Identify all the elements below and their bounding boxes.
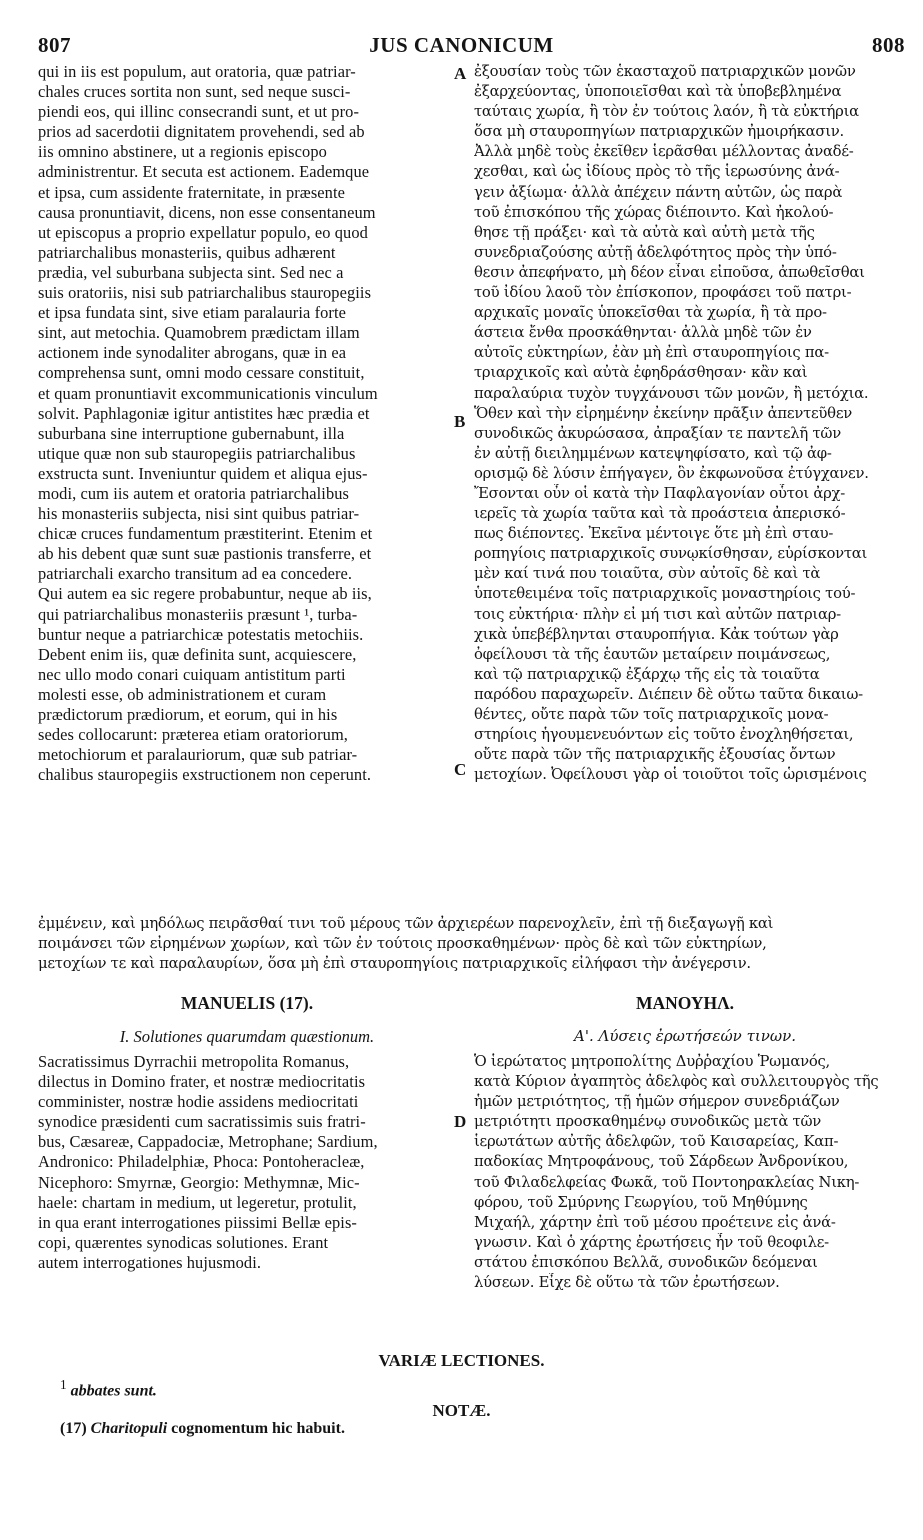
text-line: χικὰ ὑπεβέβληνται σταυροπήγια. Κἀκ τούτων γὰρ bbox=[474, 625, 839, 643]
text-line: Μιχαήλ, χάρτην ἐπὶ τοῦ μέσου προέτεινε εἰς ἀνά- bbox=[474, 1213, 836, 1231]
text-line: ορισμῷ δὲ λύσιν ἐπήγαγεν, ὃν ἐκφωνοῦσα ἐτύγχανεν. bbox=[474, 464, 869, 482]
text-line: chales cruces sortita non sunt, sed neque susci- bbox=[38, 82, 351, 102]
text-line: τοῦ ἐπισκόπου τῆς χώρας διέποιντο. Καὶ ἠκολού- bbox=[474, 203, 834, 221]
running-title: JUS CANONICUM bbox=[369, 33, 554, 57]
text-line: γειν ἀξίωμα· ἀλλὰ ἀπέχειν πάντη αὐτῶν, ὡς παρὰ bbox=[474, 183, 843, 201]
text-line: in qua erant interrogationes piissimi Bellæ epis- bbox=[38, 1212, 357, 1232]
text-line: qui patriarchalibus monasteriis præsunt ¹, turba- bbox=[38, 604, 358, 624]
text-line: utique quæ non sub stauropegiis patriarchalibus bbox=[38, 443, 356, 463]
text-line: prædictorum prædiorum, et eorum, qui in his bbox=[38, 705, 338, 724]
text-line: ἐμμένειν, καὶ μηδόλως πειρᾶσθαί τινι τοῦ μέρους τῶν ἀρχιερέων παρενοχλεῖν, ἐπὶ τῇ διεξαγωγῇ καὶ bbox=[38, 915, 774, 932]
text-line: Ἀλλὰ μηδὲ τοὺς ἐκεῖθεν ἱερᾶσθαι μέλλοντας ἀναδέ- bbox=[474, 143, 854, 161]
notae-note-name: Charitopuli bbox=[90, 1420, 168, 1437]
notae-note bbox=[60, 1420, 345, 1438]
text-line: τοῦ Φιλαδελφείας Φωκᾶ, τοῦ Ποντοηρακλείας Νικη- bbox=[474, 1173, 860, 1191]
text-line: dilectus in Domino frater, et nostræ mediocritatis bbox=[38, 1072, 366, 1092]
text-line: chalibus stauropegiis exstructionem non ceperunt. bbox=[38, 765, 372, 785]
text-line: τοῦ ἰδίου λαοῦ τὸν ἐπίσκοπον, προφάσει τοῦ πατρι- bbox=[474, 284, 852, 302]
text-line: λύσεων. Εἶχε δὲ οὕτω τὰ τῶν ἐρωτήσεων. bbox=[474, 1274, 780, 1292]
text-line: copi, quærentes synodicas solutiones. Erant bbox=[38, 1232, 329, 1252]
text-line: solvit. Paphlagoniæ igitur antistites hæc prædia et bbox=[38, 403, 370, 423]
greek-column-top bbox=[474, 62, 896, 785]
text-line: ὅσα μὴ σταυροπηγίων πατριαρχικῶν ἠμοιρήκασιν. bbox=[474, 123, 844, 141]
text-line: comprehensa sunt, omni modo cessare constituit, bbox=[38, 363, 365, 383]
text-line: συνεδριαζούσης αὐτῇ ἀδελφότητος πρὸς τὴν ὑπό- bbox=[474, 243, 837, 261]
greek-full-width bbox=[38, 914, 898, 974]
text-line: et quam pronuntiavit excommunicationis vinculum bbox=[38, 383, 378, 403]
text-line: φόρου, τοῦ Σμύρνης Γεωργίου, τοῦ Μηθύμνης bbox=[474, 1193, 808, 1211]
greek-section-text bbox=[474, 1052, 896, 1293]
text-line: ροπηγίοις πατριαρχικοῖς συνῳκίσθησαν, εὑρίσκονται bbox=[474, 545, 868, 563]
text-line: παρόδου παραχωρεῖν. Διέπειν δὲ οὕτω ταῦτα δικαιω- bbox=[474, 685, 863, 703]
text-line: Ὁ ἱερώτατος μητροπολίτης Δυῤῥαχίου Ῥωμανός, bbox=[474, 1053, 831, 1070]
text-line: συνοδικῶς ἀκυρώσασα, ἀπραξίαν τε παντελῆ τῶν bbox=[474, 424, 841, 442]
text-line: qui in iis est populum, aut oratoria, quæ patriar- bbox=[38, 62, 356, 81]
text-line: sint, aut metochia. Quamobrem prædictam illam bbox=[38, 323, 360, 343]
text-line: τριαρχικοῖς καὶ αὐτὰ ἐφηδράσθησαν· κἂν καὶ bbox=[474, 364, 808, 382]
section-title-latin: MANUELIS (17). bbox=[180, 993, 314, 1013]
variae-note bbox=[60, 1377, 157, 1400]
text-line: οὔτε παρὰ τῶν τῆς πατριαρχικῆς ἐξουσίας ὄντων bbox=[474, 746, 836, 764]
text-line: παραλαύρια τυχὸν τυγχάνουσι τῶν μονῶν, ἢ μετόχια. bbox=[474, 384, 869, 402]
text-line: ἡμῶν μετριότητος, τῇ ἡμῶν σήμερον συνεδριάζων bbox=[474, 1093, 840, 1111]
text-line: suis oratoriis, nisi sub patriarchalibus stauropegiis bbox=[38, 283, 372, 303]
text-line: exstructa sunt. Inveniuntur quidem et aliqua ejus- bbox=[38, 463, 368, 483]
text-line: ὑποτεθειμένα τοῖς πατριαρχικοῖς μοναστηρίοις τού- bbox=[474, 585, 856, 603]
text-line: bus, Cæsareæ, Cappadociæ, Metrophane; Sardium, bbox=[38, 1132, 378, 1152]
text-line: chicæ cruces fundamentum præstiterint. Etenim et bbox=[38, 524, 373, 544]
section-title-greek: ΜΑΝΟΥΗΛ. bbox=[635, 993, 735, 1013]
text-line: Qui autem ea sic regere probabuntur, neque ab iis, bbox=[38, 584, 372, 604]
text-line: χεσθαι, καὶ ὡς ἰδίους πρὸς τὸ τῆς ἱερωσύνης ἀνά- bbox=[474, 163, 840, 181]
text-line: παδοκίας Μητροφάνους, τοῦ Σάρδεων Ἀνδρονίκου, bbox=[474, 1153, 849, 1171]
variae-note-text: abbates sunt. bbox=[70, 1382, 157, 1400]
text-line: buntur neque a patriarchicæ potestatis metochiis. bbox=[38, 624, 364, 644]
variae-note-number: 1 bbox=[60, 1377, 67, 1392]
subtitle-latin: I. Solutiones quarumdam quæstionum. bbox=[119, 1027, 375, 1046]
text-line: κατὰ Κύριον ἀγαπητὸς ἀδελφὸς καὶ συλλειτουργὸς τῆς bbox=[474, 1073, 879, 1091]
text-line: θησε τῇ πράξει· καὶ τὰ αὐτὰ καὶ αὐτὴ μετὰ τῆς bbox=[474, 223, 815, 241]
latin-section-text bbox=[38, 1052, 456, 1273]
page-number-right: 808 bbox=[872, 33, 905, 57]
page-number-left: 807 bbox=[38, 33, 71, 57]
text-line: patriarchalibus monasteriis, quibus adhærent bbox=[38, 242, 336, 262]
text-line: haele: chartam in medium, ut legeretur, protulit, bbox=[38, 1192, 357, 1212]
text-line: Ὅθεν καὶ τὴν εἰρημένην ἐκείνην πρᾶξιν ἀπεντεῦθεν bbox=[474, 404, 852, 422]
latin-column-top bbox=[38, 62, 456, 785]
text-line: ἐν αὐτῇ διειλημμένων κατεψηφίσατο, καὶ τῷ ἀφ- bbox=[474, 444, 832, 462]
text-line: μὲν καί τινά που τοιαῦτα, σὺν αὐτοῖς δὲ καὶ τὰ bbox=[474, 565, 821, 583]
text-line: Andronico: Philadelphiæ, Phoca: Pontoheracleæ, bbox=[38, 1152, 365, 1172]
text-line: his monasteriis subjecta, nisi sint quibus patriar- bbox=[38, 504, 360, 524]
margin-letter-c: C bbox=[454, 760, 467, 779]
text-line: administrentur. Et secuta est actionem. Eademque bbox=[38, 162, 370, 182]
text-line: nec ullo modo conari cuiquam antistitum parti bbox=[38, 664, 346, 684]
text-line: patriarchali exarcho transitum ad ea concedere. bbox=[38, 564, 353, 584]
text-line: στηρίοις ἡγουμενευόντων εἰς τοῦτο ἐνοχληθήσεται, bbox=[474, 726, 854, 744]
text-line: Debent enim iis, quæ definita sunt, acquiescere, bbox=[38, 644, 357, 664]
text-line: τοις εὐκτήρια· πλὴν εἰ μή τισι καὶ αὐτῶν πατριαρ- bbox=[474, 605, 841, 623]
running-header bbox=[0, 33, 923, 59]
notae-note-number: (17) bbox=[60, 1420, 87, 1437]
text-line: comminister, nostræ hodie assidens mediocritati bbox=[38, 1092, 359, 1112]
margin-letter-d: D bbox=[454, 1112, 467, 1131]
text-line: Sacratissimus Dyrrachii metropolita Romanus, bbox=[38, 1052, 350, 1071]
text-line: iis omnino abstinere, ut a regionis episcopo bbox=[38, 142, 327, 162]
notae-heading: NOTÆ. bbox=[432, 1401, 491, 1420]
text-line: ἐξουσίαν τοὺς τῶν ἑκασταχοῦ πατριαρχικῶν μονῶν bbox=[474, 63, 856, 80]
text-line: ὀφείλουσι τὰ τῆς ἑαυτῶν μεταίρειν ποιμάνσεως, bbox=[474, 645, 831, 663]
text-line: ποιμάνσει τῶν εἰρημένων χωρίων, καὶ τῶν ἐν τούτοις προσκαθημένων· πρὸς δὲ καὶ τῶν εὐκτηρίων, bbox=[38, 935, 767, 953]
text-line: modi, cum iis autem et oratoria patriarchalibus bbox=[38, 483, 350, 503]
text-line: suburbana sine interruptione gubernabunt, illa bbox=[38, 423, 345, 443]
text-line: πως διέποντες. Ἐκεῖνα μέντοιγε ὅτε μὴ ἐπὶ σταυ- bbox=[474, 525, 834, 543]
text-line: άστεια ἔνθα προσκάθηνται· ἀλλὰ μηδὲ τῶν ἐν bbox=[474, 324, 812, 342]
margin-letter-a: A bbox=[454, 64, 467, 83]
text-line: στάτου ἐπισκόπου Βελλᾶ, συνοδικῶν δεόμεναι bbox=[474, 1253, 818, 1271]
text-line: Ἔσονται οὖν οἱ κατὰ τὴν Παφλαγονίαν οὗτοι ἀρχ- bbox=[474, 484, 846, 502]
text-line: αρχικαῖς μοναῖς ὑποκεῖσθαι τὰ χωρία, ἢ τὰ προ- bbox=[474, 304, 827, 322]
text-line: causa pronuntiavit, dicens, non esse consentaneum bbox=[38, 202, 376, 222]
text-line: αὐτοῖς εὐκτηρίων, ἐὰν μὴ ἐπὶ σταυροπηγίοις πα- bbox=[474, 344, 829, 362]
variae-heading: VARIÆ LECTIONES. bbox=[378, 1351, 545, 1370]
text-line: sedes collocarunt: præterea etiam oratoriorum, bbox=[38, 725, 348, 745]
text-line: et ipsa, cum assidente fraternitate, in præsente bbox=[38, 182, 346, 202]
text-line: prædia, vel suburbana subjecta sint. Sed nec a bbox=[38, 262, 344, 282]
text-line: ab his debent quæ sunt suæ pastionis transferre, et bbox=[38, 544, 372, 564]
text-line: ταύταις χωρία, ἢ τὸν ἐν τούτοις λαόν, ἢ τὰ εὐκτήρια bbox=[474, 103, 859, 121]
text-line: prios ad sacerdotii dignitatem provehendi, sed ab bbox=[38, 122, 365, 142]
text-line: μετοχίων τε καὶ παραλαυρίων, ὅσα μὴ ἐπὶ σταυροπηγίοις πατριαρχικοῖς εἰλήφασι τὴν ἀνέγερσιν. bbox=[38, 955, 751, 973]
text-line: metochiorum et paralauriorum, quæ sub patriar- bbox=[38, 745, 358, 765]
text-line: ἐξαρχεύοντας, ὑποποιεῖσθαι καὶ τὰ ὑποβεβλημένα bbox=[474, 83, 842, 101]
text-line: piendi eos, qui illinc consecrandi sunt, et ut pro- bbox=[38, 102, 360, 122]
text-line: Nicephoro: Smyrnæ, Georgio: Methymnæ, Mic- bbox=[38, 1172, 360, 1192]
notae-note-text: cognomentum hic habuit. bbox=[167, 1420, 345, 1437]
text-line: καὶ τῷ πατριαρχικῷ ἐξάρχῳ τῆς εἰς τὰ τοιαῦτα bbox=[474, 665, 820, 683]
margin-letter-b: B bbox=[454, 412, 466, 431]
text-line: γνωσιν. Καὶ ὁ χάρτης ἐρωτήσεις ἦν τοῦ θεοφιλε- bbox=[474, 1233, 829, 1251]
text-line: ἱερωτάτων αὐτῆς ἀδελφῶν, τοῦ Καισαρείας, Καπ- bbox=[474, 1133, 839, 1151]
text-line: μετριότητι προσκαθημένῳ συνοδικῶς μετὰ τῶν bbox=[474, 1113, 822, 1131]
text-line: θεσιν ἀπεφήνατο, μὴ δέον εἶναι εἰποῦσα, ἀπωθεῖσθαι bbox=[474, 263, 865, 281]
text-line: μετοχίων. Ὀφείλουσι γὰρ οἱ τοιοῦτοι τοῖς ὡρισμένοις bbox=[474, 766, 867, 784]
text-line: ut episcopus a proprio expellatur populo, eo quod bbox=[38, 222, 368, 242]
text-line: molesti esse, ob administrationem et curam bbox=[38, 684, 327, 704]
subtitle-greek: Α'. Λύσεις ἐρωτήσεών τινων. bbox=[574, 1027, 796, 1045]
text-line: synodice præsidenti cum sacratissimis suis fratri- bbox=[38, 1112, 366, 1132]
text-line: et ipsa fundata sint, sive etiam paralauria forte bbox=[38, 303, 347, 323]
text-line: ιερεῖς τὰ χωρία ταῦτα καὶ τὰ προάστεια ἀπερισκό- bbox=[474, 505, 846, 523]
text-line: θέντες, οὔτε παρὰ τῶν τοῖς πατριαρχικοῖς μονα- bbox=[474, 706, 829, 723]
text-line: autem interrogationes hujusmodi. bbox=[38, 1252, 262, 1272]
text-line: actionem inde synodaliter abrogans, quæ in ea bbox=[38, 343, 347, 363]
